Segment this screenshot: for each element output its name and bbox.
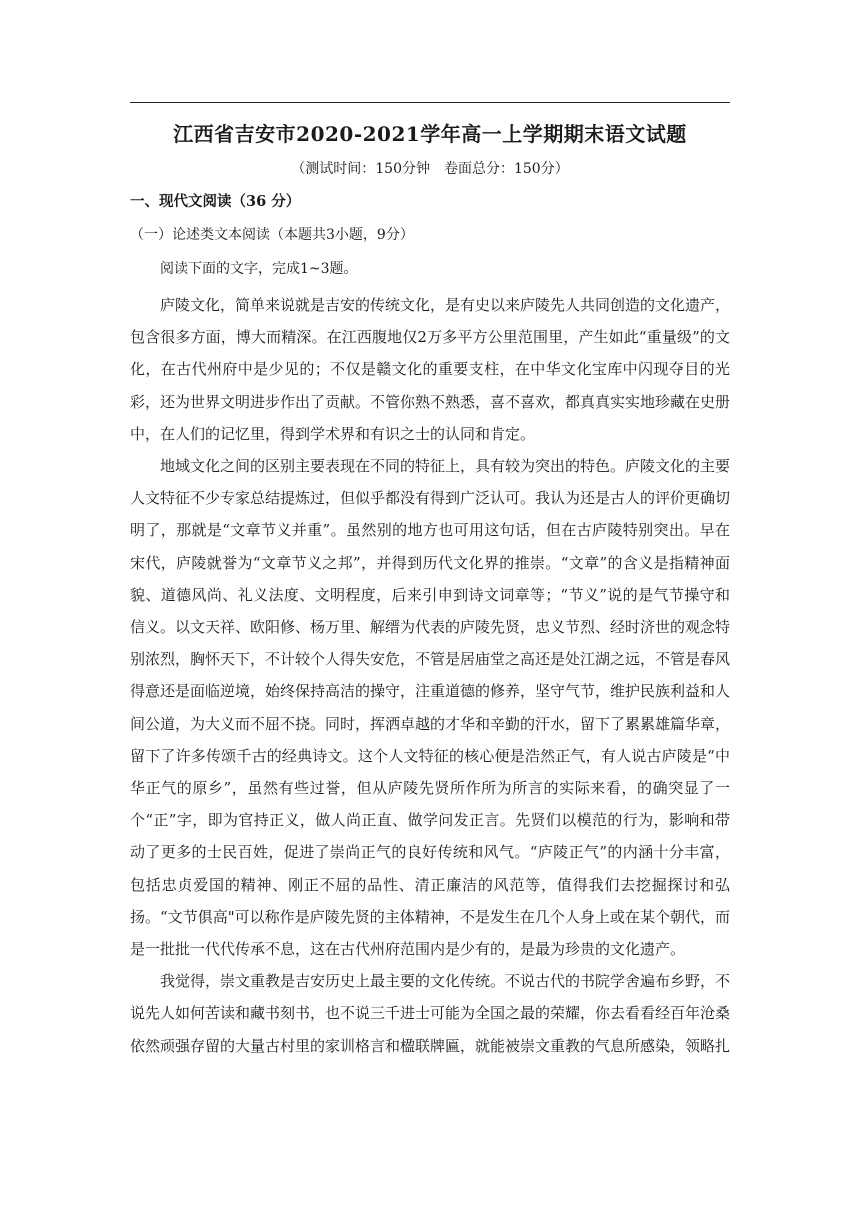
paragraph: 庐陵文化，简单来说就是吉安的传统文化，是有史以来庐陵先人共同创造的文化遗产，包含很多方面，博大而精深。在江西腹地仅2万多平方公里范围里，产生如此“重量级”的文化，在古代州府中是少见的；不仅是赣文化的重要支柱，在中华文化宝库中闪现夺目的光彩，还为世界文明进步作出了贡献。不管你熟不熟悉，喜不喜欢，都真真实实地珍藏在史册中，在人们的记忆里，得到学术界和有识之士的认同和肯定。	[130, 296, 731, 443]
section-heading: 一、现代文阅读（36 分）	[130, 193, 301, 210]
exam-info: （测试时间：150分钟 卷面总分：150分）	[291, 161, 569, 177]
paragraph: 我觉得，崇文重教是吉安历史上最主要的文化传统。不说古代的书院学舍遍布乡野，不说先人如何苦读和藏书刻书，也不说三千进士可能为全国之最的荣耀，你去看看经百年沧桑依然顽强存留的大量古村里的家训格言和楹联牌匾，就能被崇文重教的气息所感染，领略扎	[130, 972, 731, 1055]
reading-instruction: 阅读下面的文字，完成1~3题。	[160, 261, 358, 277]
header-rule	[130, 102, 730, 103]
document-title: 江西省吉安市2020-2021学年高一上学期期末语文试题	[173, 122, 687, 146]
paragraph: 地域文化之间的区别主要表现在不同的特征上，具有较为突出的特色。庐陵文化的主要人文特征不少专家总结提炼过，但似乎都没有得到广泛认可。我认为还是古人的评价更确切明了，那就是“文章节义并重”。虽然别的地方也可用这句话，但在古庐陵特别突出。早在宋代，庐陵就誉为“文章节义之邦”，并得到历代文化界的推崇。“文章”的含义是指精神面貌、道德风尚、礼义法度、文明程度，后来引申到诗文词章等；“节义”说的是气节操守和信义。以文天祥、欧阳修、杨万里、解缙为代表的庐陵先贤，忠义节烈、经时济世的观念特别浓烈，胸怀天下，不计较个人得失安危，不管是居庙堂之高还是处江湖之远，不管是春风得意还是面临逆境，始终保持高洁的操守，注重道德的修养，坚守气节，维护民族利益和人间公道，为大义而不屈不挠。同时，挥洒卓越的才华和辛勤的汗水，留下了累累雄篇华章，留下了许多传颂千古的经典诗文。这个人文特征的核心便是浩然正气，有人说古庐陵是“中华正气的原乡”，虽然有些过誉，但从庐陵先贤所作所为所言的实际来看，的确突显了一个“正”字，即为官持正义，做人尚正直、做学问发正言。先贤们以模范的行为，影响和带动了更多的士民百姓，促进了崇尚正气的良好传统和风气。“庐陵正气”的内涵十分丰富，包括忠贞爱国的精神、刚正不屈的品性、清正廉洁的风范等，值得我们去挖掘探讨和弘扬。“文节俱高"可以称作是庐陵先贤的主体精神，不是发生在几个人身上或在某个朝代，而是一批批一代代传承不息，这在古代州府范围内是少有的，是最为珍贵的文化遗产。	[130, 457, 731, 959]
document-page	[130, 0, 730, 1216]
passage-body	[130, 289, 730, 1062]
subsection-heading: （一）论述类文本阅读（本题共3小题，9分）	[130, 227, 414, 243]
